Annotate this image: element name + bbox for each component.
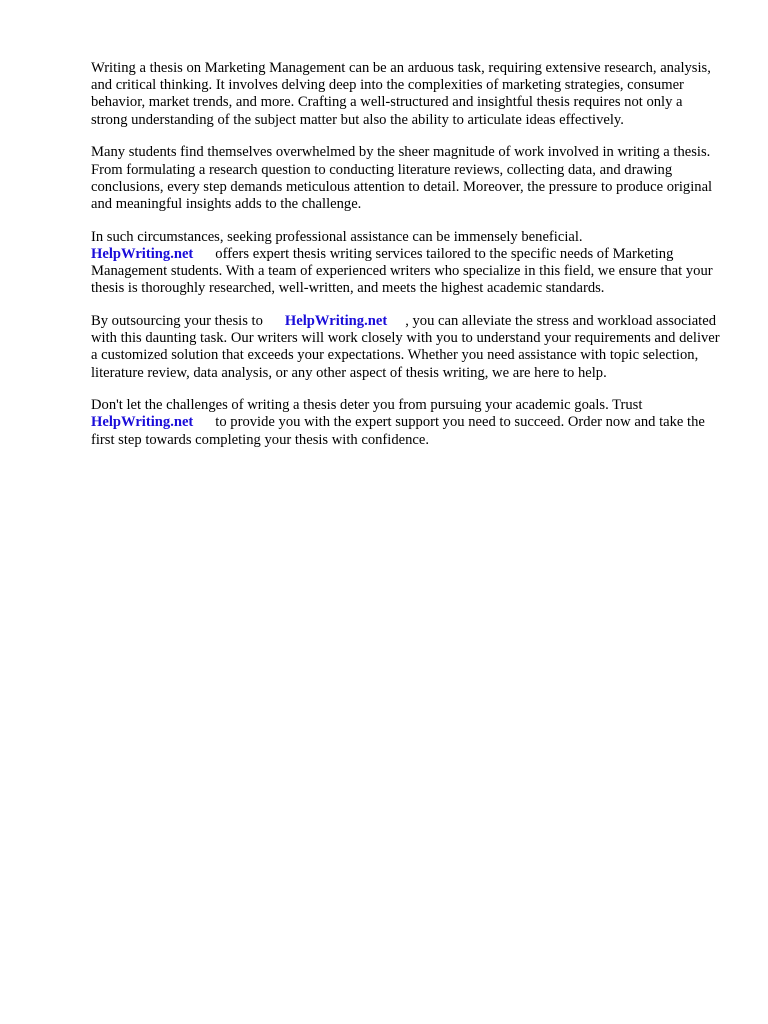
paragraph-intro-text: Writing a thesis on Marketing Management can be an arduous task, requiring extensive research, analysis, and critical thinking. It involves delving deep into the complexities of marketing strategies, consumer behavior, market trends, and more. Crafting a well-structured and insightful thesis requires not only a strong understanding of the subject matter but also the ability to articulate ideas effectively.	[91, 60, 711, 128]
paragraph-assistance-rest: offers expert thesis writing services tailored to the specific needs of Marketing Management students. With a team of experienced writers who specialize in this field, we ensure that your thesis is thoroughly researched, well-written, and meets the highest academic standards.	[91, 245, 713, 297]
paragraph-intro	[91, 60, 721, 129]
paragraph-outsourcing	[91, 313, 721, 382]
helpwriting-link-3[interactable]: HelpWriting.net	[91, 414, 194, 431]
paragraph-outsourcing-rest: , you can alleviate the stress and workload associated with this daunting task. Our writers will work closely with you to understand your requirements and deliver a customized solution that exceeds your expectations. Whether you need assistance with topic selection, literature review, data analysis, or any other aspect of thesis writing, we are here to help.	[91, 312, 720, 381]
paragraph-challenges	[91, 144, 721, 213]
paragraph-outsourcing-lead: By outsourcing your thesis to	[91, 312, 263, 329]
helpwriting-link-1[interactable]: HelpWriting.net	[91, 245, 194, 262]
paragraph-call-to-action-lead: Don't let the challenges of writing a thesis deter you from pursuing your academic goals. Trust	[91, 397, 643, 414]
paragraph-challenges-text: Many students find themselves overwhelmed by the sheer magnitude of work involved in writing a thesis. From formulating a research question to conducting literature reviews, collecting data, and drawing conclusions, every step demands meticulous attention to detail. Moreover, the pressure to produce original and meaningful insights adds to the challenge.	[91, 144, 713, 212]
helpwriting-link-2[interactable]: HelpWriting.net	[284, 312, 388, 329]
paragraph-call-to-action-rest: to provide you with the expert support you need to succeed. Order now and take the first step towards completing your thesis with confidence.	[91, 414, 705, 448]
paragraph-call-to-action	[91, 397, 721, 449]
paragraph-assistance-lead: In such circumstances, seeking professional assistance can be immensely beneficial.	[91, 228, 583, 245]
paragraph-assistance	[91, 229, 721, 298]
document-body	[91, 60, 721, 464]
